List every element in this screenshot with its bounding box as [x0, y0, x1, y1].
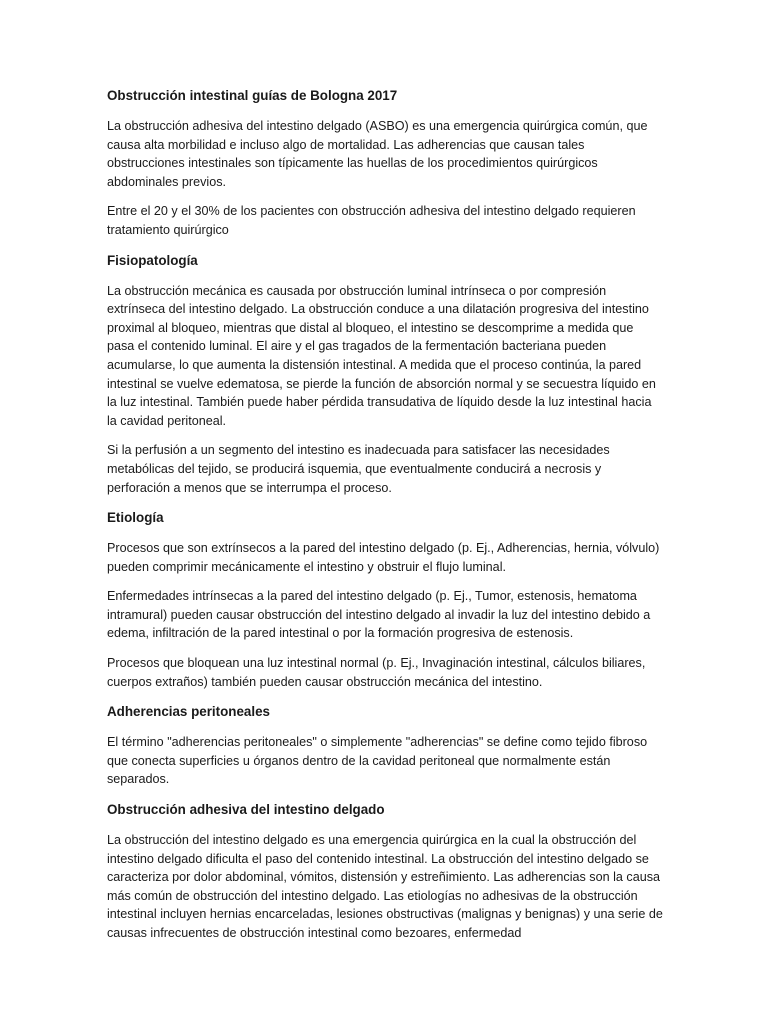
intro-paragraph-2: Entre el 20 y el 30% de los pacientes con obstrucción adhesiva del intestino delgado requieren tratamiento quirúrgico: [107, 204, 636, 237]
section-heading-fisiopatologia: Fisiopatología: [107, 252, 198, 268]
document-title: Obstrucción intestinal guías de Bologna 2017: [107, 88, 398, 103]
section-heading-obstruccion-adhesiva: Obstrucción adhesiva del intestino delgado: [107, 802, 385, 818]
obstruccion-adhesiva-paragraph-1: La obstrucción del intestino delgado es una emergencia quirúrgica en la cual la obstrucción del intestino delgado dificulta el paso del contenido intestinal. La obstrucción del intestino delgado se caracteriza por dolor abdominal, vómitos, distensión y estreñimiento. Las adherencias son la causa más común de obstrucción del intestino delgado. Las etiologías no adhesivas de la obstrucción intestinal incluyen hernias encarceladas, lesiones obstructivas (malignas y benignas) y una serie de causas infrecuentes de obstrucción intestinal como bezoares, enfermedad: [107, 833, 663, 940]
section-heading-adherencias: Adherencias peritoneales: [107, 704, 270, 720]
etiologia-paragraph-1: Procesos que son extrínsecos a la pared del intestino delgado (p. Ej., Adherencias, hernia, vólvulo) pueden comprimir mecánicamente el intestino y obstruir el flujo luminal.: [107, 541, 660, 574]
intro-paragraph-1: La obstrucción adhesiva del intestino delgado (ASBO) es una emergencia quirúrgica común, que causa alta morbilidad e incluso algo de mortalidad. Las adherencias que causan tales obstrucciones intestinales son típicamente las huellas de los procedimientos quirúrgicos abdominales previos.: [107, 119, 648, 189]
section-heading-etiologia: Etiología: [107, 510, 164, 526]
adherencias-paragraph-1: El término "adherencias peritoneales" o simplemente "adherencias" se define como tejido fibroso que conecta superficies u órganos dentro de la cavidad peritoneal que normalmente están separados.: [107, 735, 648, 787]
document-page: [107, 86, 663, 954]
fisiopatologia-paragraph-2: Si la perfusión a un segmento del intestino es inadecuada para satisfacer las necesidades metabólicas del tejido, se producirá isquemia, que eventualmente conducirá a necrosis y perforación a menos que se interrumpa el proceso.: [107, 443, 610, 495]
fisiopatologia-paragraph-1: La obstrucción mecánica es causada por obstrucción luminal intrínseca o por compresión extrínseca del intestino delgado. La obstrucción conduce a una dilatación progresiva del intestino proximal al bloqueo, mientras que distal al bloqueo, el intestino se descomprime a medida que pasa el contenido luminal. El aire y el gas tragados de la fermentación bacteriana pueden acumularse, lo que aumenta la distensión intestinal. A medida que el proceso continúa, la pared intestinal se vuelve edematosa, se pierde la función de absorción normal y se secuestra líquido en la luz intestinal. También puede haber pérdida transudativa de líquido desde la luz intestinal hacia la cavidad peritoneal.: [107, 283, 656, 428]
etiologia-paragraph-3: Procesos que bloquean una luz intestinal normal (p. Ej., Invaginación intestinal, cálculos biliares, cuerpos extraños) también pueden causar obstrucción mecánica del intestino.: [107, 656, 646, 689]
etiologia-paragraph-2: Enfermedades intrínsecas a la pared del intestino delgado (p. Ej., Tumor, estenosis, hematoma intramural) pueden causar obstrucción del intestino delgado al invadir la luz del intestino debido a edema, infiltración de la pared intestinal o por la formación progresiva de estenosis.: [107, 589, 651, 641]
